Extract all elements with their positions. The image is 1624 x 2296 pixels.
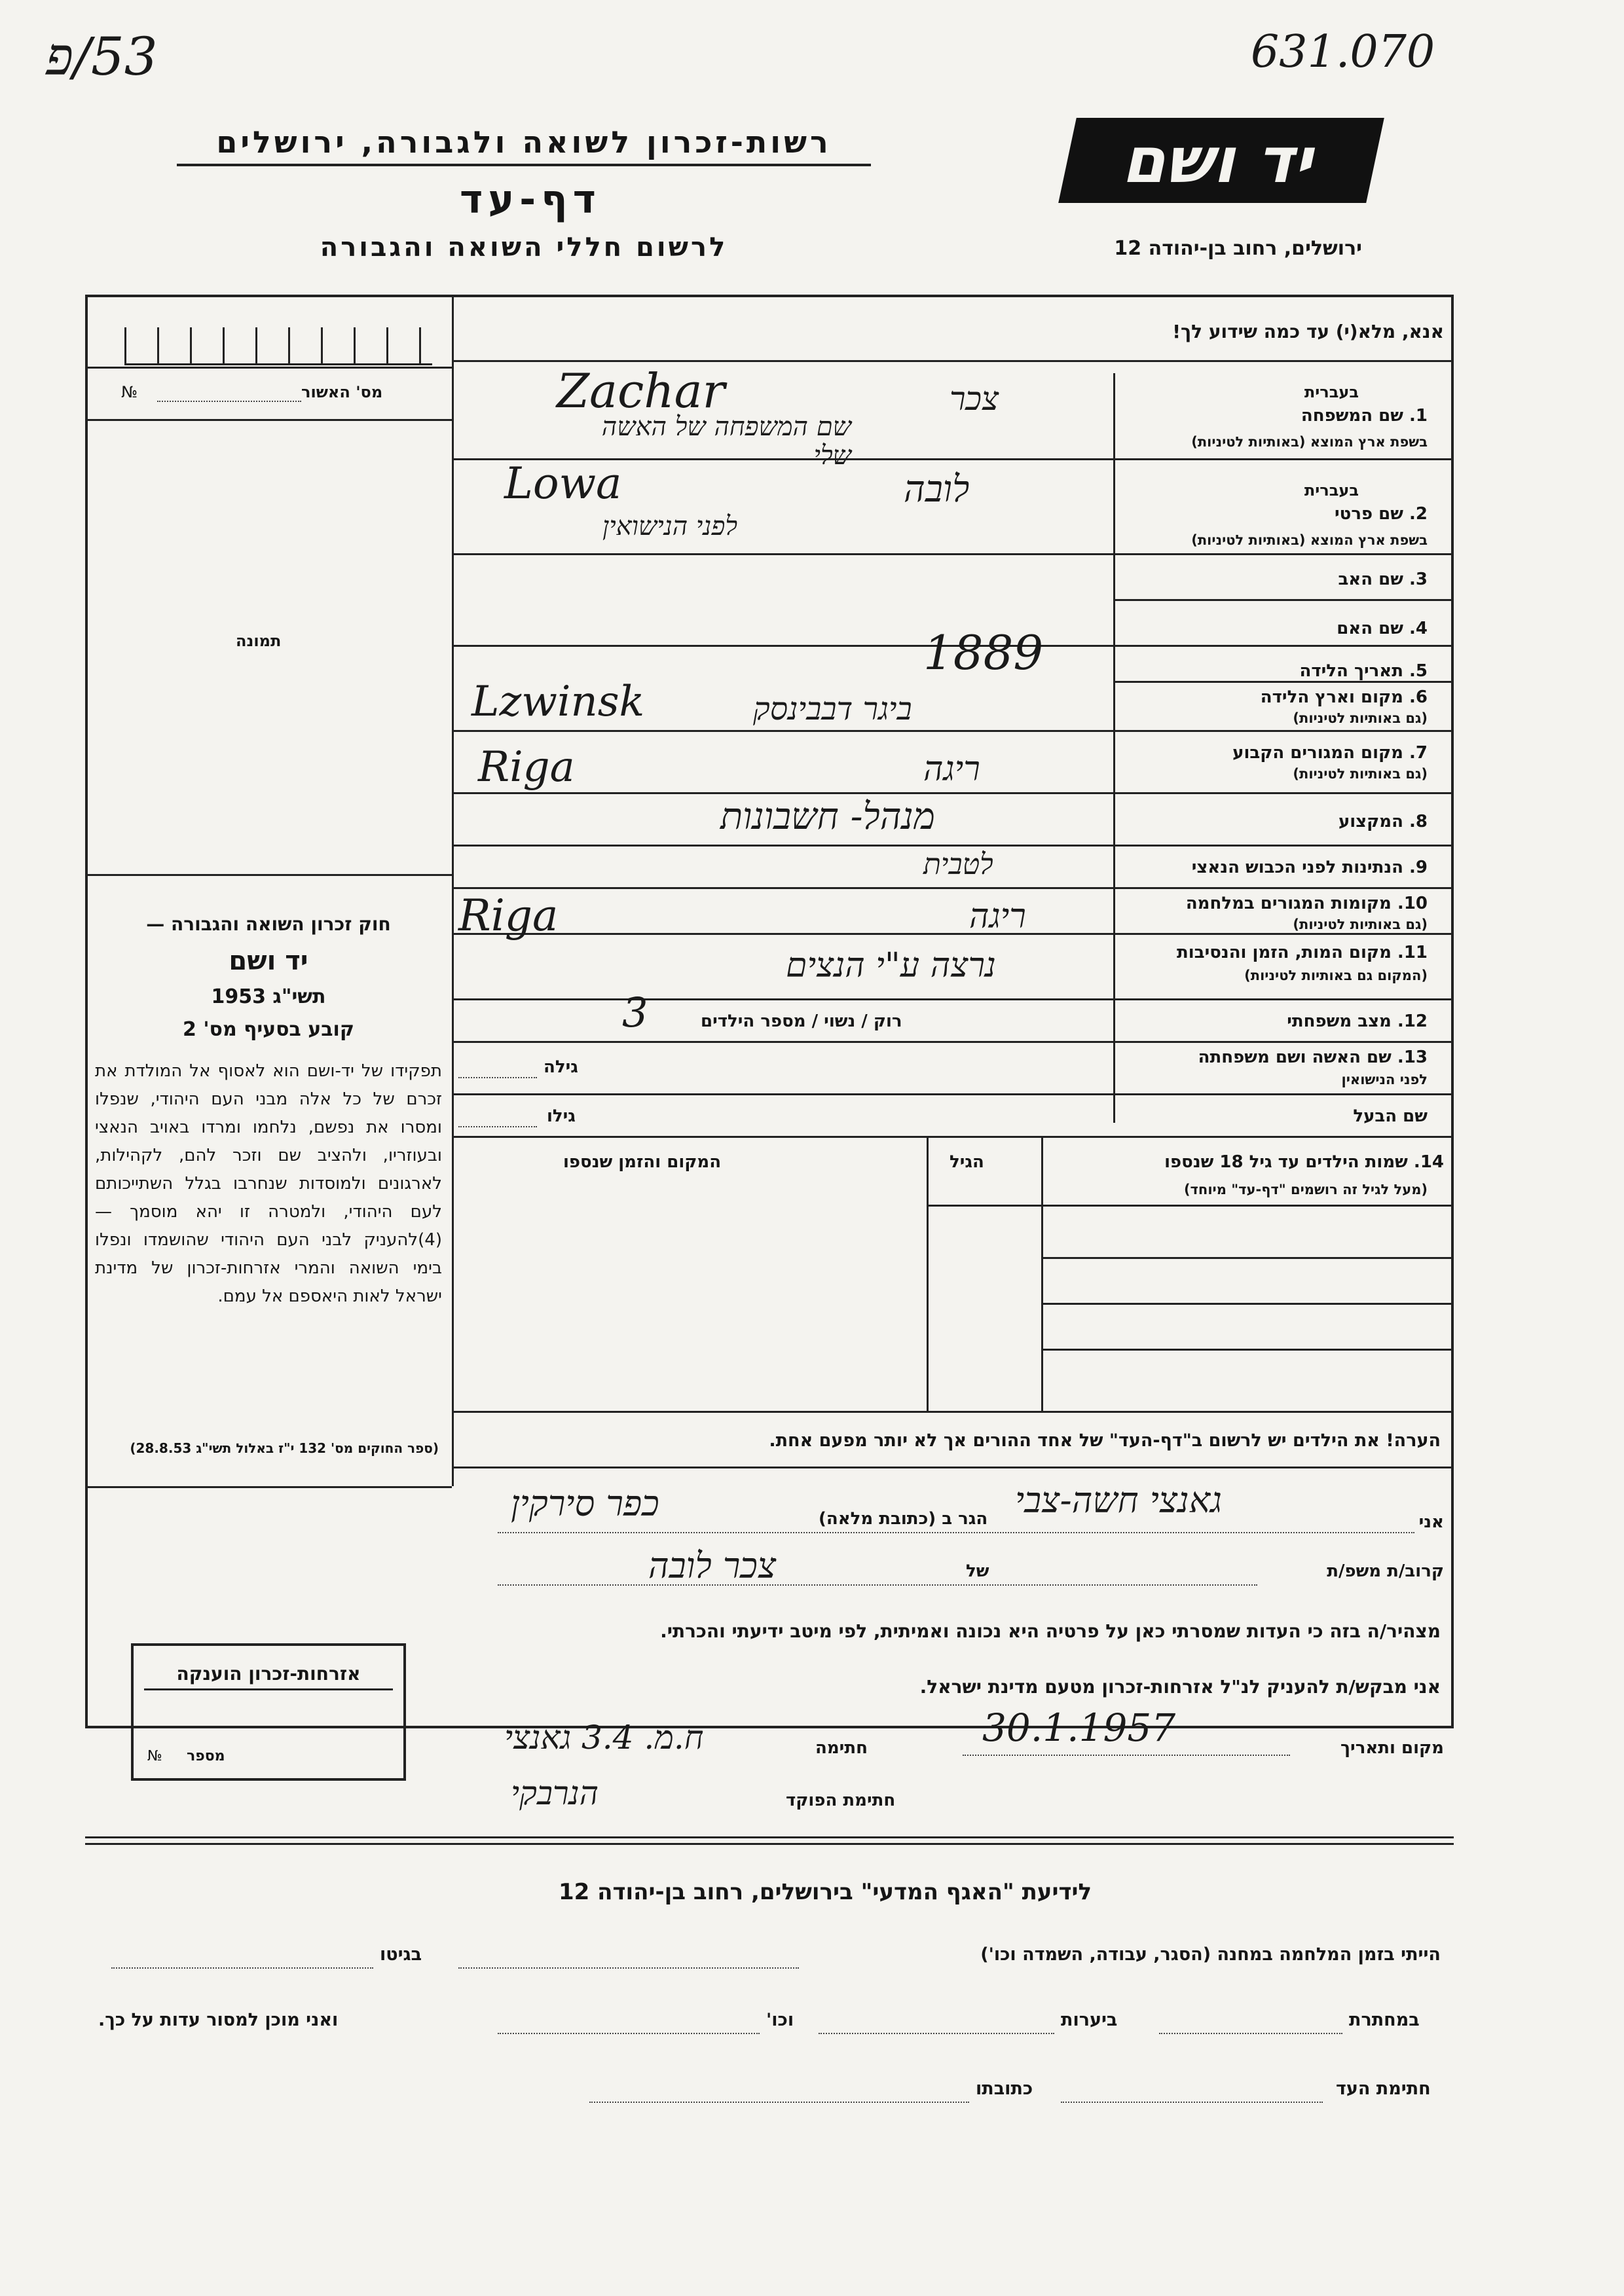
certificate-number-label: מספר [187, 1748, 225, 1764]
marital-options: רוק / נשוי / מספר הילדים [701, 1011, 902, 1031]
footer-address: כתובתו [976, 2079, 1033, 2099]
field-1-label: 1. שם המשפחה [1301, 406, 1428, 426]
children-age-header: הגיל [950, 1152, 984, 1172]
authority-title: רשות-זכרון לשואה ולגבורה, ירושלים [177, 124, 871, 166]
relative-value[interactable]: צכר לובה [648, 1545, 777, 1586]
signature-value[interactable]: ח.מ. 3.4 גאנצי [504, 1719, 704, 1757]
footer-testimony: ואני מוכן למסור עדות על כך. [98, 2010, 339, 2030]
field-10-hebrew-value[interactable]: ריגה [969, 897, 1026, 936]
field-1-hebrew-tag: בעברית [1304, 383, 1359, 401]
declarant-name[interactable]: גאנצי חשה-צבי [1015, 1480, 1222, 1521]
photo-label: תמונה [236, 632, 282, 650]
children-sub: (מעל לגיל זה רושמים "דף-עד" מיוחד) [1183, 1182, 1428, 1197]
field-5-value[interactable]: 1889 [923, 625, 1044, 680]
declaration-statement: מצהיר/ה בזה כי העדות שמסרתי כאן על פרטיה היא נכונה ואמיתית, לפי מיטב ידיעתי והכרתי. [660, 1620, 1441, 1642]
field-13-sub: לפני הנישואין [1341, 1072, 1428, 1087]
field-8-label: 8. המקצוע [1338, 812, 1428, 831]
footer-etc: וכו' [766, 2010, 794, 2030]
children-count[interactable]: 3 [622, 989, 648, 1036]
wife-age-label: גילה [544, 1057, 578, 1077]
field-11-sub: (המקום גם באותיות לטיניות) [1244, 968, 1428, 983]
law-source: (ספר החוקים מס' 132 י"ז באלול תשי"ג 28.8.53) [130, 1440, 439, 1456]
husband-label: שם הבעל [1353, 1106, 1428, 1126]
footer-title: לידיעת "האגף המדעי" בירושלים, רחוב בן-יהודה 12 [558, 1879, 1092, 1905]
law-heading: חוק זכרון השואה והגבורה — [146, 913, 391, 935]
husband-age-field[interactable] [458, 1126, 537, 1127]
field-3-label: 3. שם האב [1338, 570, 1428, 589]
field-1-note: שם המשפחה של האשה שלי [601, 412, 851, 471]
of-label: של [966, 1561, 989, 1581]
field-11-value[interactable]: נרצה ע"י הנצים [786, 946, 996, 985]
field-7-label: 7. מקום המגורים הקבוע [1232, 743, 1428, 763]
footer-camp-line: הייתי בזמן המלחמה במחנה (הסגר, עבודה, השמדה וכו') [980, 1944, 1441, 1965]
field-7-sub: (גם באותיות לטיניות) [1293, 766, 1428, 782]
field-13-label: 13. שם האשה ושם משפחתה [1198, 1048, 1428, 1067]
declarant-label: אני [1418, 1512, 1444, 1532]
field-9-label: 9. הנתינות לפני הכבוש הנאצי [1191, 858, 1428, 877]
form-subtitle: לרשום חללי השואה והגבורה [320, 232, 728, 263]
field-6-label: 6. מקום וארץ הלידה [1260, 687, 1428, 707]
approval-no-sign: № [121, 383, 138, 401]
corner-file-number: 631.070 [1251, 26, 1435, 78]
field-1-hebrew-value[interactable]: צכר [950, 380, 999, 418]
children-label: 14. שמות הילדים עד גיל 18 שנספו [1164, 1152, 1444, 1172]
approval-number-field[interactable] [157, 401, 301, 402]
law-year: תשי"ג 1953 [211, 985, 326, 1008]
corner-left-mark: 53/פ [46, 26, 158, 87]
instruction-text: אנא, מלא(י) עד כמה שידוע לך! [1172, 321, 1444, 342]
place-date-label: מקום ותאריך [1340, 1738, 1444, 1758]
field-5-label: 5. תאריך הלידה [1299, 661, 1428, 681]
residence-value[interactable]: כפר סירקין [511, 1483, 659, 1524]
field-2-latin-value[interactable]: Lowa [504, 458, 622, 509]
field-6-hebrew-value[interactable]: ביגר דבבינסק [753, 691, 912, 727]
law-section: קובע בסעיף מס' 2 [183, 1018, 354, 1041]
field-6-latin-value[interactable]: Lzwinsk [471, 678, 645, 726]
date-value[interactable]: 30.1.1957 [982, 1705, 1176, 1750]
field-2-label: 2. שם פרטי [1335, 504, 1428, 524]
field-2-hebrew-tag: בעברית [1304, 481, 1359, 500]
field-10-sub: (גם באותיות לטיניות) [1293, 917, 1428, 932]
field-7-hebrew-value[interactable]: ריגה [923, 750, 980, 789]
field-11-label: 11. מקום המות, הזמן והנסיבות [1177, 943, 1428, 962]
field-2-hebrew-value[interactable]: לובה [904, 468, 970, 511]
signature-label: חתימה [815, 1738, 868, 1758]
law-name: יד ושם [229, 946, 308, 976]
certificate-title: אזרחות-זכרון הוענקה [144, 1663, 393, 1690]
footer-forests: ביערות [1061, 2010, 1118, 2030]
field-2-sub: בשפת ארץ המוצא (באותיות לטיניות) [1191, 532, 1428, 548]
field-4-label: 4. שם האם [1337, 619, 1428, 638]
officer-value[interactable]: הנרבקי [511, 1774, 599, 1812]
footer-ghetto-label: בגיטו [380, 1944, 422, 1965]
residence-label: הגר ב (כתובת מלאה) [819, 1509, 988, 1529]
footer-witness-signature: חתימת העד [1336, 2079, 1431, 2099]
field-10-label: 10. מקומות המגורים במלחמה [1185, 894, 1428, 913]
form-title: דף-עד [460, 177, 601, 223]
field-12-label: 12. מצב משפחתי [1287, 1011, 1428, 1031]
children-note: הערה! את הילדים יש לרשום ב"דף-העד" של אחד ההורים אך לא יותר מפעם אחת. [769, 1430, 1441, 1451]
officer-label: חתימת הפוקד [786, 1791, 896, 1810]
field-1-sub: בשפת ארץ המוצא (באותיות לטיניות) [1191, 434, 1428, 450]
field-6-sub: (גם באותיות לטיניות) [1293, 710, 1428, 726]
field-2-note: לפני הנישואין [602, 511, 738, 541]
approval-number-label: מס' האשור [301, 383, 383, 401]
field-7-latin-value[interactable]: Riga [478, 743, 575, 792]
declaration-request: אני מבקש/ת להעניק לנ"ל אזרחות-זכרון מטעם מדינת ישראל. [919, 1676, 1441, 1698]
institution-address: ירושלים, רחוב בן-יהודה 12 [1114, 237, 1362, 260]
certificate-no-sign: № [147, 1748, 162, 1764]
field-10-latin-value[interactable]: Riga [458, 890, 559, 941]
law-body: תפקידו של יד-ושם הוא לאסוף אל המולדת את זכרם של כל אלה מבני העם היהודי, שנפלו ומסרו את נפשם, נלחמו ומרדו באויב הנאצי ובעוזריו, ולהציב שם וזכר להם, לקהילות, לארגונים ולמוסדות שנחרבו בגלל השתייכותם לעם היהודי, ולמטרה זו יהא מוסמך — (4)להעניק לבני העם היהודי שהושמדו ונפלו בימי השואה והמרי אזרחות-זכרון של מדינת ישראל לאות היאספם אל עמם. [95, 1061, 442, 1306]
children-place-header: המקום והזמן שנספו [563, 1152, 722, 1172]
husband-age-label: גילו [547, 1106, 576, 1126]
tick-boxes [124, 327, 432, 365]
field-1-latin-value[interactable]: Zachar [557, 363, 725, 418]
relative-label: קרוב/ת משפ/ת [1327, 1561, 1444, 1581]
footer-camp-field[interactable] [458, 1967, 799, 1969]
field-9-value[interactable]: לטבית [923, 848, 993, 881]
wife-age-field[interactable] [458, 1077, 537, 1078]
field-8-value[interactable]: מנהל- חשבונות [720, 795, 935, 838]
footer-underground: במחתרת [1349, 2010, 1420, 2030]
yad-vashem-logo: יד ושם [1058, 118, 1384, 203]
footer-ghetto-field[interactable] [111, 1967, 373, 1969]
